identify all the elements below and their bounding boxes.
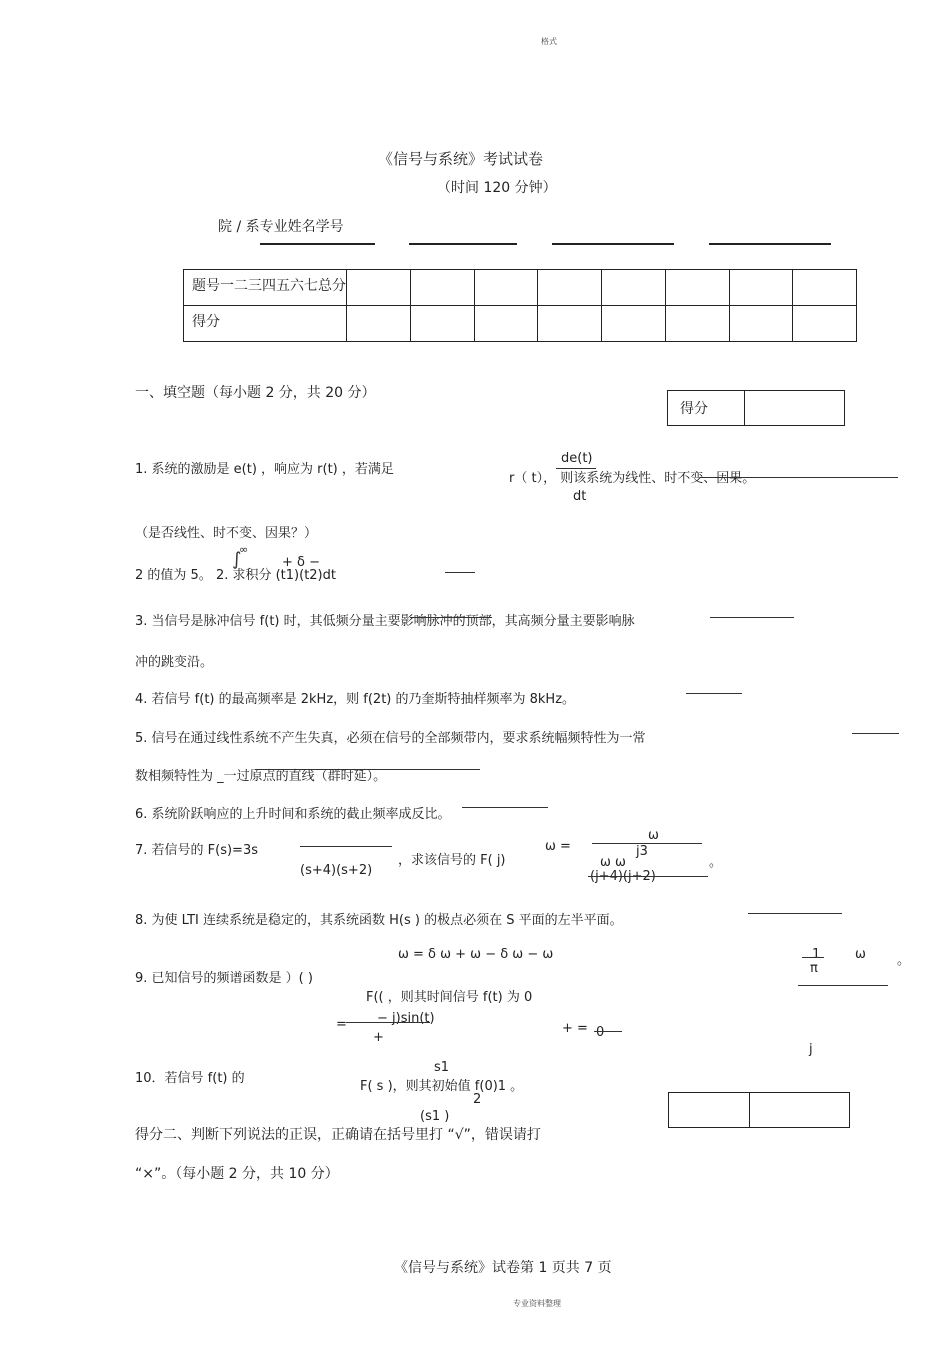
- page-header: 格式: [541, 37, 557, 46]
- q7-omega-left: ω =: [545, 839, 571, 854]
- q5-blank-2[interactable]: [255, 769, 480, 770]
- q7-omega-den: ω ω: [600, 855, 626, 870]
- score-cell[interactable]: [602, 306, 666, 342]
- student-info-label: 院 / 系专业姓名学号: [218, 219, 344, 235]
- section2-score-box: [668, 1092, 850, 1128]
- q6-text: 6. 系统阶跃响应的上升时间和系统的截止频率成反比。: [135, 807, 451, 822]
- department-blank[interactable]: [260, 243, 375, 245]
- student-id-blank[interactable]: [709, 243, 831, 245]
- score-table-header-cell: [184, 270, 347, 306]
- q9-pi: π: [810, 961, 818, 976]
- section1-score-cell[interactable]: [745, 391, 845, 426]
- score-cell: [347, 270, 411, 306]
- q1-text: 1. 系统的激励是 e(t) ，响应为 r(t) ，若满足: [135, 462, 394, 477]
- score-cell[interactable]: [665, 306, 729, 342]
- q10-den: (s1 ): [420, 1109, 450, 1124]
- q8-text: 8. 为使 LTI 连续系统是稳定的，其系统函数 H(s ) 的极点必须在 S 平面的左半平面。: [135, 913, 623, 928]
- q2-ops: + δ −: [282, 555, 321, 570]
- score-cell: [474, 270, 538, 306]
- score-cell[interactable]: [410, 306, 474, 342]
- q10-text: 10．若信号 f(t) 的: [135, 1071, 245, 1086]
- q1-numerator: de(t): [561, 451, 593, 466]
- q7-end: 。: [709, 855, 723, 870]
- score-cell: [410, 270, 474, 306]
- section2-heading-line1: 得分二、判断下列说法的正误，正确请在括号里打 “√”，错误请打: [135, 1127, 541, 1143]
- q9-zero: 0: [596, 1025, 605, 1040]
- q3-line2: 冲的跳变沿。: [135, 655, 214, 670]
- score-cell[interactable]: [793, 306, 857, 342]
- q9-plus-eq: + =: [562, 1021, 588, 1036]
- exam-title: 《信号与系统》考试试卷: [378, 150, 544, 168]
- q2-infinity: ∞: [239, 543, 249, 556]
- exam-subtitle: （时间 120 分钟）: [437, 180, 557, 196]
- score-table: [183, 269, 857, 342]
- q9-zero-blank[interactable]: [594, 1031, 622, 1032]
- section1-heading: 一、填空题（每小题 2 分，共 20 分）: [135, 385, 376, 401]
- q9-plus: +: [373, 1030, 384, 1045]
- q3-blank-1[interactable]: [710, 617, 794, 618]
- score-row-label-cell: [184, 306, 347, 342]
- score-table-header: 题号一二三四五六七总分: [192, 278, 346, 294]
- score-cell: [665, 270, 729, 306]
- q1-answer-blank[interactable]: [700, 477, 898, 478]
- q9-omega-right: ω: [855, 947, 866, 962]
- q9-answer-blank[interactable]: [798, 985, 888, 986]
- q7-text: 7. 若信号的 F(s)=3s: [135, 843, 258, 858]
- name-blank[interactable]: [552, 243, 674, 245]
- section1-score-box: [667, 390, 845, 426]
- q2-text: 2 的值为 5。 2. 求积分 (t1)(t2)dt: [135, 568, 336, 583]
- q7-denominator: (s+4)(s+2): [300, 863, 373, 878]
- q9-eq: =: [336, 1017, 347, 1032]
- q7-omega-num: ω: [648, 828, 659, 843]
- q10-s1: s1: [434, 1060, 450, 1075]
- q7-fraction-bar: [300, 846, 392, 847]
- q10-mid: F( s )，则其初始值 f(0)1 。: [360, 1079, 524, 1094]
- score-cell[interactable]: [729, 306, 793, 342]
- q8-answer-blank[interactable]: [748, 913, 842, 914]
- q10-two: 2: [473, 1092, 482, 1107]
- q7-den-expr: (j+4)(j+2): [590, 869, 656, 884]
- q9-frac: − j)sin(t): [377, 1011, 435, 1026]
- q2-answer-blank[interactable]: [445, 572, 475, 573]
- score-cell[interactable]: [474, 306, 538, 342]
- q3-blank-2[interactable]: [410, 617, 492, 618]
- q9-pi-bar: [802, 957, 824, 958]
- page-bottom-note: 专业资料整理: [513, 1299, 561, 1308]
- q9-j: j: [809, 1042, 813, 1057]
- score-cell[interactable]: [538, 306, 602, 342]
- section1-score-label-cell: [668, 391, 745, 426]
- q1-middle: r（ t）， 则该系统为线性、时不变、因果。: [509, 471, 756, 486]
- q6-answer-blank[interactable]: [462, 807, 548, 808]
- q5-line2: 数相频特性为 _一过原点的直线（群时延）。: [135, 769, 387, 784]
- q9-fraction-bar: [346, 1022, 430, 1023]
- score-cell: [729, 270, 793, 306]
- q9-omega-expr: ω = δ ω + ω − δ ω − ω: [398, 947, 554, 962]
- q7-middle: ，求该信号的 F( j): [398, 853, 506, 868]
- integral-icon: ∫: [232, 549, 242, 570]
- section1-score-label: 得分: [680, 401, 708, 417]
- section2-score-label-cell[interactable]: [669, 1093, 750, 1128]
- section2-score-cell[interactable]: [750, 1093, 850, 1128]
- q7-answer-blank[interactable]: [588, 876, 708, 877]
- q9-pi-top: 1: [812, 947, 821, 962]
- q1-note: （是否线性、时不变、因果？）: [135, 526, 318, 541]
- page-footer: 《信号与系统》试卷第 1 页共 7 页: [394, 1260, 612, 1276]
- score-row-label: 得分: [192, 314, 220, 330]
- major-blank[interactable]: [409, 243, 517, 245]
- section2-heading-line2: “×”。（每小题 2 分，共 10 分）: [135, 1166, 339, 1182]
- q9-text: 9. 已知信号的频谱函数是 ）( ): [135, 971, 313, 986]
- score-cell: [602, 270, 666, 306]
- q1-fraction-bar: [556, 468, 596, 469]
- q3-line1: 3. 当信号是脉冲信号 f(t) 时，其低频分量主要影响脉冲的顶部，其高频分量主要影响脉: [135, 614, 635, 629]
- q4-answer-blank[interactable]: [686, 693, 742, 694]
- q5-blank-1[interactable]: [852, 733, 899, 734]
- q5-line1: 5. 信号在通过线性系统不产生失真，必须在信号的全部频带内，要求系统幅频特性为一常: [135, 731, 646, 746]
- q4-text: 4. 若信号 f(t) 的最高频率是 2kHz，则 f(2t) 的乃奎斯特抽样频率为 8kHz。: [135, 692, 576, 707]
- q9-mid: F(( ，则其时间信号 f(t) 为 0: [366, 990, 533, 1005]
- score-cell: [538, 270, 602, 306]
- q1-denominator: dt: [573, 489, 587, 504]
- score-cell[interactable]: [347, 306, 411, 342]
- score-cell: [793, 270, 857, 306]
- q9-end: 。: [897, 953, 911, 968]
- q7-j3: j3: [636, 844, 648, 859]
